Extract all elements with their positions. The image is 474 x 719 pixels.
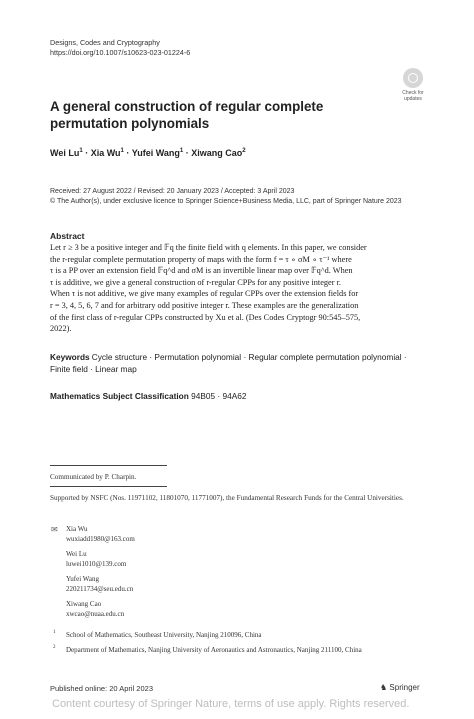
journal-name: Designs, Codes and Cryptography — [50, 38, 160, 47]
author-list — [50, 148, 246, 158]
author-affil-ref: 1 — [79, 148, 83, 154]
contact-name: Wei Lu — [66, 550, 87, 558]
check-updates-icon — [403, 68, 423, 88]
author-affil-ref: 2 — [242, 148, 246, 154]
msc-codes: 94B05 · 94A62 — [191, 391, 247, 401]
keywords-text: Cycle structure · Permutation polynomial · Regular complete permutation polynomial · Finite field · Linear map — [50, 352, 407, 374]
abstract-line: r = 3, 4, 5, 6, 7 and for arbitrary odd positive integer r. These examples are the generalization — [50, 300, 359, 310]
author-name: Xiwang Cao — [191, 148, 243, 158]
msc-classification — [50, 391, 246, 402]
contact-email[interactable]: 220211734@seu.edu.cn — [66, 584, 134, 593]
check-updates-line1: Check for — [402, 90, 424, 96]
author-separator: · — [123, 148, 132, 158]
affiliation-number: 2 — [53, 645, 56, 650]
date-history: Received: 27 August 2022 / Revised: 20 January 2023 / Accepted: 3 April 2023 — [50, 188, 295, 195]
abstract-body — [50, 242, 425, 335]
author-name: Wei Lu — [50, 148, 80, 158]
author-affil-ref: 1 — [120, 148, 124, 154]
footnote-divider — [50, 465, 167, 466]
keywords-label: Keywords — [50, 352, 90, 362]
envelope-icon: ✉ — [51, 525, 58, 534]
springer-horse-icon: ♞ — [380, 683, 388, 692]
paper-title: A general construction of regular complete permutation polynomials — [50, 99, 324, 131]
check-updates-line2: updates — [404, 96, 422, 102]
contact-email[interactable]: luwei1010@139.com — [66, 559, 127, 568]
msc-label: Mathematics Subject Classification — [50, 391, 189, 401]
footnote-divider — [50, 486, 167, 487]
contact-name: Yufei Wang — [66, 575, 99, 583]
check-for-updates-badge[interactable] — [395, 68, 431, 106]
author-affil-ref: 1 — [179, 148, 184, 154]
publisher-name: Springer — [389, 683, 420, 692]
abstract-line: the r-regular complete permutation property of maps with the form f = τ ∘ σM ∘ τ⁻¹ where — [50, 254, 352, 264]
abstract-line: τ is additive, we give a general construction of r-regular CPPs for any positive integer r. — [50, 277, 341, 287]
funding-note: Supported by NSFC (Nos. 11971102, 11801070, 11771007), the Fundamental Research Funds for the Central Universities. — [50, 494, 404, 502]
copyright-line: © The Author(s), under exclusive licence to Springer Science+Business Media, LLC, part of Springer Nature 2023 — [50, 198, 402, 205]
communicated-by: Communicated by P. Charpin. — [50, 473, 137, 481]
published-online: Published online: 20 April 2023 — [50, 684, 153, 693]
abstract-line: of the first class of r-regular CPPs constructed by Xu et al. (Des Codes Cryptogr 90:545–575, — [50, 312, 361, 322]
author-name: Xia Wu — [90, 148, 121, 158]
keywords — [50, 352, 420, 375]
abstract-line: 2022). — [50, 324, 72, 334]
abstract-line: Let r ≥ 3 be a positive integer and 𝔽q the finite field with q elements. In this paper, we consider — [50, 243, 367, 252]
author-name: Yufei Wang — [131, 148, 180, 158]
contact-name: Xiwang Cao — [66, 600, 102, 608]
affiliation-text: Department of Mathematics, Nanjing University of Aeronautics and Astronautics, Nanjing 211100, China — [66, 646, 362, 654]
journal-header — [50, 38, 190, 58]
contact-email[interactable]: xwcao@nuaa.edu.cn — [66, 609, 125, 618]
courtesy-watermark: Content courtesy of Springer Nature, terms of use apply. Rights reserved. — [52, 698, 410, 710]
abstract-line: τ is a PP over an extension field 𝔽q^d and σM is an invertible linear map over 𝔽q^d. When — [50, 266, 353, 276]
contact-email[interactable]: wuxiadd1980@163.com — [66, 534, 135, 543]
publication-dates — [50, 187, 402, 207]
author-separator: · — [82, 148, 91, 158]
contact-name: Xia Wu — [66, 525, 88, 533]
doi-link[interactable]: https://doi.org/10.1007/s10623-023-01224-6 — [50, 48, 191, 57]
abstract-heading: Abstract — [50, 231, 85, 241]
affiliation-text: School of Mathematics, Southeast University, Nanjing 210096, China — [66, 631, 262, 639]
publisher-logo — [380, 683, 420, 692]
author-separator: · — [183, 148, 192, 158]
contact-block — [66, 525, 135, 619]
abstract-line: When τ is not additive, we give many examples of regular CPPs over the extension fields for — [50, 289, 359, 299]
affiliation-number: 1 — [53, 630, 56, 635]
